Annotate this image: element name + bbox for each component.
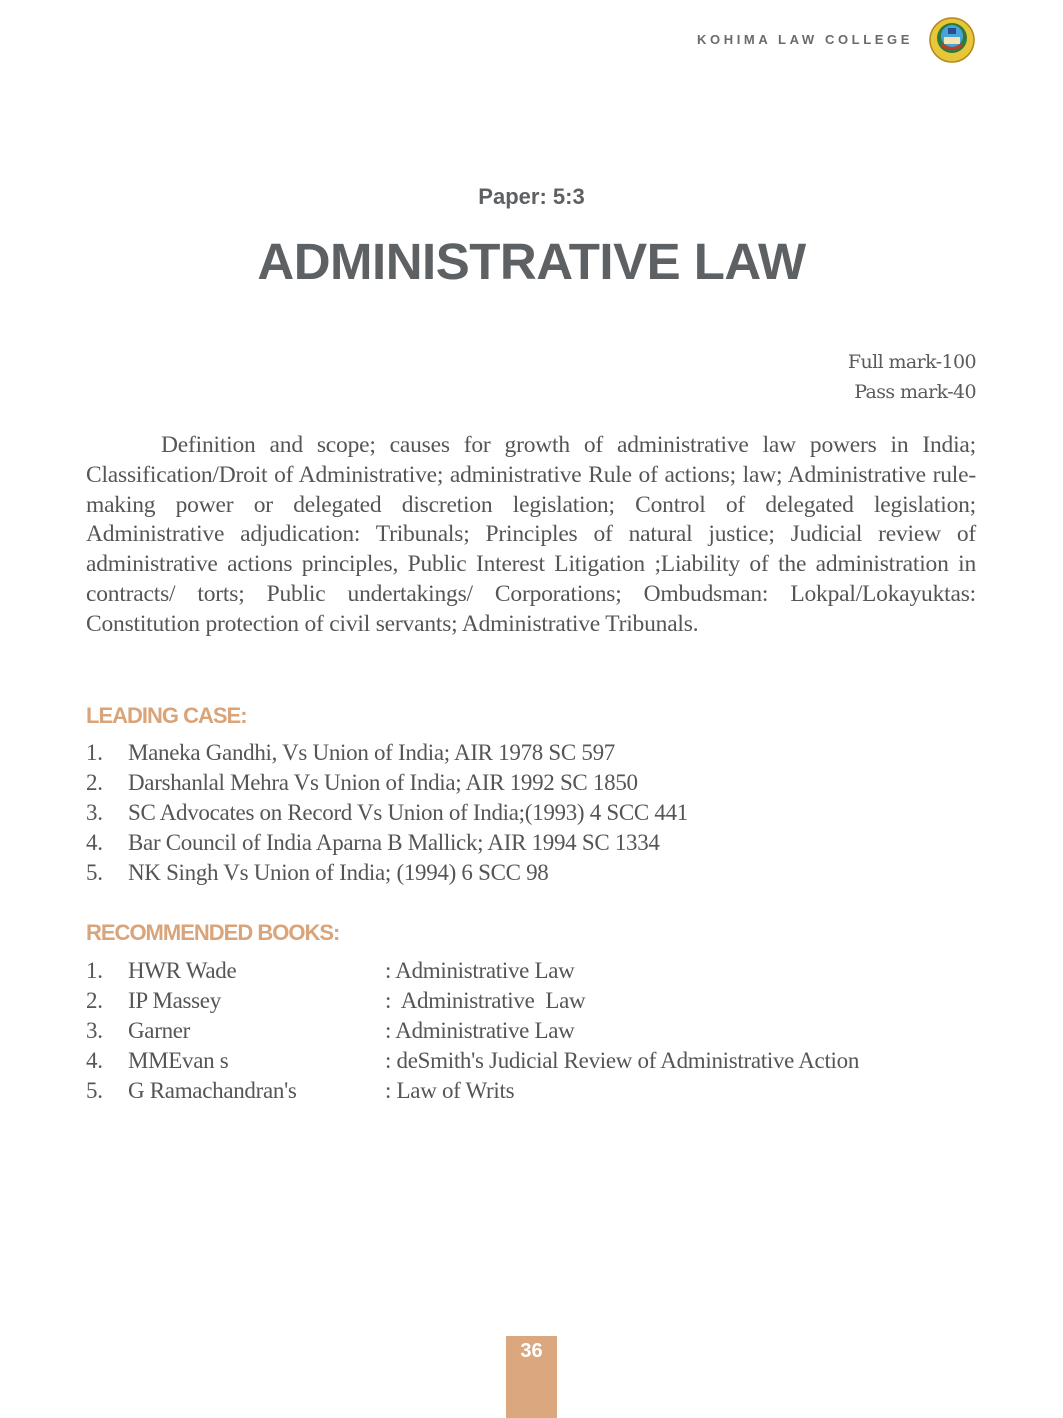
book-title: : Law of Writs xyxy=(385,1078,515,1103)
page-number-tab xyxy=(506,1336,557,1418)
list-item xyxy=(86,858,688,888)
case-citation: Bar Council of India Aparna B Mallick; AIR 1994 SC 1334 xyxy=(128,830,660,855)
syllabus-description: Definition and scope; causes for growth of administrative law powers in India; Classification/Droit of Administrative; administrative Rule of actions; law; Administrative rule- making power or delegated discretion legislation; Control of delegated legislation; Administrative adjudication: Tribunals; Principles of natural justice; Judicial review of administrative actions principles, Public Interest Litigation ;Liability of the administration in contracts/ torts; Public undertakings/ Corporations; Ombudsman: Lokpal/Lokayuktas: Constitution protection of civil servants; Administrative Tribunals. xyxy=(86,432,976,637)
case-citation: Maneka Gandhi, Vs Union of India; AIR 1978 SC 597 xyxy=(128,740,616,765)
item-number: 2. xyxy=(86,988,103,1013)
item-number: 1. xyxy=(86,958,103,983)
item-number: 3. xyxy=(86,800,103,825)
book-author: HWR Wade xyxy=(128,958,237,983)
book-title: : Administrative Law xyxy=(385,1018,575,1043)
item-number: 1. xyxy=(86,740,103,765)
leading-case-list xyxy=(86,738,688,888)
book-author: G Ramachandran's xyxy=(128,1078,297,1103)
item-number: 3. xyxy=(86,1018,103,1043)
book-author: IP Massey xyxy=(128,988,221,1013)
book-title: : Administrative Law xyxy=(385,988,586,1013)
list-item xyxy=(86,956,859,986)
page-number: 36 xyxy=(520,1340,543,1362)
list-item xyxy=(86,1016,859,1046)
list-item xyxy=(86,738,688,768)
book-title: : Administrative Law xyxy=(385,958,575,983)
book-title: : deSmith's Judicial Review of Administrative Action xyxy=(385,1048,860,1073)
item-number: 2. xyxy=(86,770,103,795)
item-number: 4. xyxy=(86,1048,103,1073)
book-author: MMEvan s xyxy=(128,1048,229,1073)
list-item xyxy=(86,828,688,858)
list-item xyxy=(86,986,859,1016)
book-author: Garner xyxy=(128,1018,191,1043)
page-title: ADMINISTRATIVE LAW xyxy=(257,233,806,290)
college-name: KOHIMA LAW COLLEGE xyxy=(697,32,913,47)
pass-mark: Pass mark-40 xyxy=(854,381,976,403)
item-number: 4. xyxy=(86,830,103,855)
recommended-books-heading: RECOMMENDED BOOKS: xyxy=(86,920,340,945)
case-citation: Darshanlal Mehra Vs Union of India; AIR 1992 SC 1850 xyxy=(128,770,638,795)
item-number: 5. xyxy=(86,1078,103,1103)
item-number: 5. xyxy=(86,860,103,885)
full-mark: Full mark-100 xyxy=(847,351,976,373)
list-item xyxy=(86,1046,859,1076)
college-emblem-icon xyxy=(929,17,975,63)
case-citation: NK Singh Vs Union of India; (1994) 6 SCC 98 xyxy=(128,860,549,885)
recommended-books-list xyxy=(86,956,859,1106)
list-item xyxy=(86,798,688,828)
list-item xyxy=(86,1076,859,1106)
paper-number: Paper: 5:3 xyxy=(478,184,585,209)
case-citation: SC Advocates on Record Vs Union of India;(1993) 4 SCC 441 xyxy=(128,800,689,825)
list-item xyxy=(86,768,688,798)
marks-block xyxy=(848,347,976,407)
leading-case-heading: LEADING CASE: xyxy=(86,703,247,728)
